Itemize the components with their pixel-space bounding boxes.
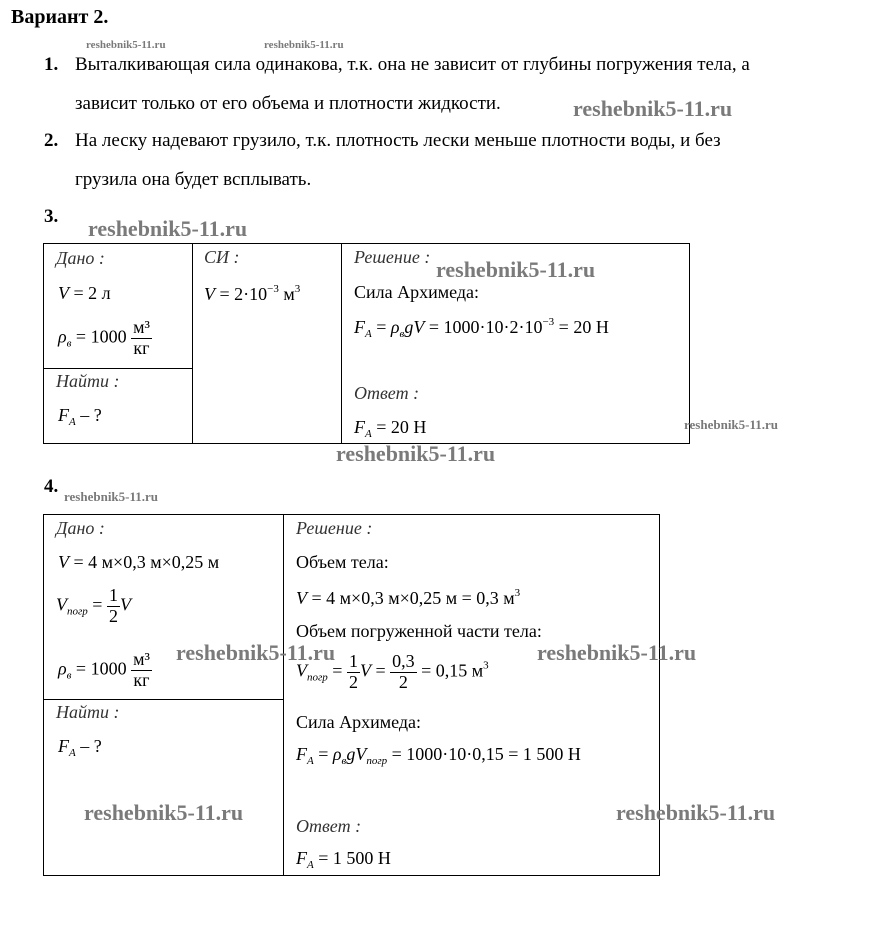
solution-line: Сила Архимеда:	[354, 282, 480, 302]
watermark: reshebnik5-11.ru	[88, 216, 248, 241]
watermark: reshebnik5-11.ru	[436, 257, 596, 282]
find-cell	[43, 699, 284, 876]
given-volume: V = 2 л	[58, 283, 111, 303]
answer-label: Ответ :	[296, 816, 362, 836]
given-submerged-volume: $V_{погр}$ = $\frac{1}{2}$ V	[56, 585, 131, 626]
answer-value: $F_A = 1$ 500 Н	[296, 848, 391, 871]
find-label: Найти :	[56, 702, 120, 722]
watermark: reshebnik5-11.ru	[84, 800, 244, 825]
item-number: 1.	[44, 54, 59, 75]
answer-label: Ответ :	[354, 383, 420, 403]
unit-denominator: кг	[133, 669, 150, 690]
given-density: $\rho_в = 1000$ $\frac{\text{м³}}{кг}$	[58, 649, 150, 690]
item-number: 4.	[44, 476, 59, 497]
solution-label: Решение :	[296, 518, 373, 538]
solution-line: Объем погруженной части тела:	[296, 621, 542, 641]
solution-label: Решение :	[354, 247, 431, 267]
si-label: СИ :	[204, 247, 240, 267]
unit-denominator: кг	[133, 337, 150, 358]
item-text-line: Выталкивающая сила одинакова, т.к. она не зависит от глубины погружения тела, а	[75, 54, 750, 75]
watermark: reshebnik5-11.ru	[616, 800, 776, 825]
watermark: reshebnik5-11.ru	[537, 640, 697, 665]
solution-formula: V = 4 м×0,3 м×0,25 м = 0,3 $м^3$	[296, 587, 521, 608]
watermark: reshebnik5-11.ru	[336, 441, 496, 466]
find-value: $F_A$ – ?	[58, 405, 102, 428]
item-number: 2.	[44, 130, 59, 151]
given-density: $\rho_в = 1000$ $\frac{\text{м³}}{кг}$	[58, 317, 150, 358]
page-title: Вариант 2.	[11, 6, 109, 28]
watermark: reshebnik5-11.ru	[264, 39, 344, 51]
given-volume: V = 4 м×0,3 м×0,25 м	[58, 552, 220, 572]
solution-formula: $F_A = \rho_вgV = 1000\cdot 10\cdot 2\cdot 10^{-3} = 20$ Н	[354, 316, 609, 340]
unit-numerator: м³	[133, 649, 150, 669]
solution-formula: $F_A = \rho_вgV_{погр} = 1000\cdot 10\cdot 0,15 = 1$ 500 Н	[296, 744, 581, 767]
solution-formula: $V_{погр}$ = $\frac{1}{2}$ V = $\frac{0,3}{2}$ = 0,15 $м^3$	[296, 651, 489, 692]
find-label: Найти :	[56, 371, 120, 391]
given-label: Дано :	[56, 518, 105, 538]
watermark: reshebnik5-11.ru	[64, 489, 159, 504]
watermark: reshebnik5-11.ru	[573, 96, 733, 121]
item-text-line: На леску надевают грузило, т.к. плотность лески меньше плотности воды, и без	[75, 130, 721, 151]
unit-numerator: м³	[133, 317, 150, 337]
watermark: reshebnik5-11.ru	[176, 640, 336, 665]
solution-line: Объем тела:	[296, 552, 389, 572]
watermark: reshebnik5-11.ru	[86, 39, 166, 51]
item-text-line: зависит только от его объема и плотности жидкости.	[75, 93, 501, 114]
answer-value: $F_A = 20$ Н	[354, 417, 427, 440]
solution-line: Сила Архимеда:	[296, 712, 422, 732]
si-value: $V = 2\cdot 10^{-3}$ $м^3$	[204, 283, 301, 304]
find-value: $F_A$ – ?	[58, 736, 102, 759]
watermark: reshebnik5-11.ru	[684, 417, 779, 432]
given-label: Дано :	[56, 248, 105, 268]
item-text-line: грузила она будет всплывать.	[75, 169, 312, 190]
si-cell	[192, 243, 342, 444]
item-number: 3.	[44, 206, 59, 227]
